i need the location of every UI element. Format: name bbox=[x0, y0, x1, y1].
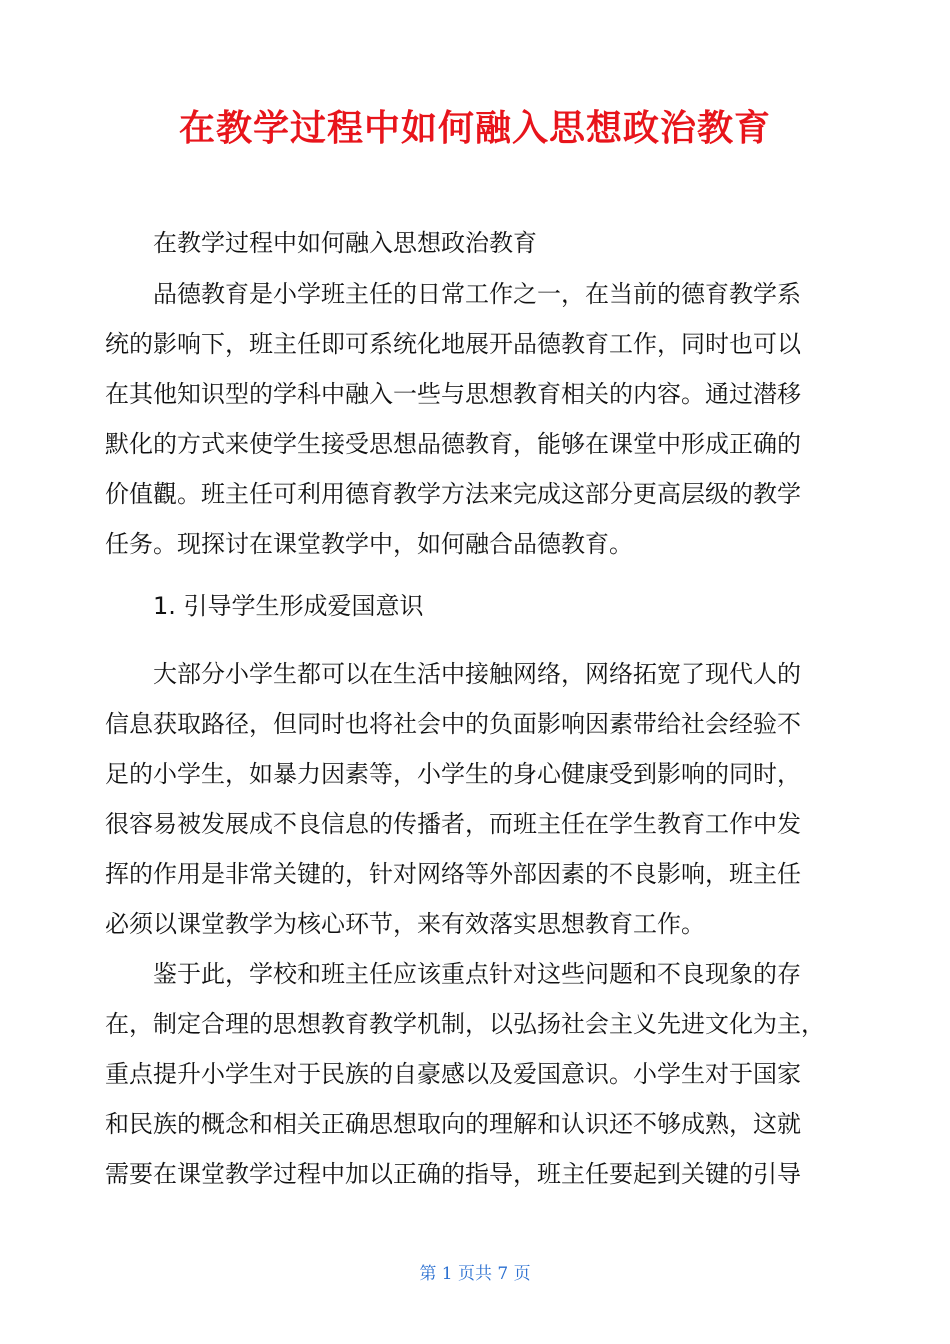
body-line: 信息获取路径，但同时也将社会中的负面影响因素带给社会经验不 bbox=[105, 710, 801, 738]
body-line: 重点提升小学生对于民族的自豪感以及爱国意识。小学生对于国家 bbox=[105, 1060, 801, 1088]
body-line: 任务。现探讨在课堂教学中，如何融合品德教育。 bbox=[105, 530, 633, 558]
body-line: 价值觀。班主任可利用德育教学方法来完成这部分更高层级的教学 bbox=[105, 480, 801, 508]
body-line: 鉴于此，学校和班主任应该重点针对这些问题和不良现象的存 bbox=[105, 960, 801, 988]
body-line: 在，制定合理的思想教育教学机制，以弘扬社会主义先进文化为主， bbox=[105, 1010, 825, 1038]
body-line: 大部分小学生都可以在生活中接触网络，网络拓宽了现代人的 bbox=[105, 660, 801, 688]
section-heading: 1. 引导学生形成爱国意识 bbox=[105, 592, 424, 620]
body-line: 必须以课堂教学为核心环节，来有效落实思想教育工作。 bbox=[105, 910, 705, 938]
document-title: 在教学过程中如何融入思想政治教育 bbox=[178, 108, 771, 149]
body-line: 足的小学生，如暴力因素等，小学生的身心健康受到影响的同时， bbox=[105, 760, 801, 788]
body-line: 很容易被发展成不良信息的传播者，而班主任在学生教育工作中发 bbox=[105, 810, 801, 838]
body-line: 在教学过程中如何融入思想政治教育 bbox=[105, 229, 537, 257]
body-line: 挥的作用是非常关键的，针对网络等外部因素的不良影响，班主任 bbox=[105, 860, 801, 888]
body-line: 和民族的概念和相关正确思想取向的理解和认识还不够成熟，这就 bbox=[105, 1110, 801, 1138]
body-line: 在其他知识型的学科中融入一些与思想教育相关的内容。通过潜移 bbox=[105, 380, 801, 408]
body-line: 品德教育是小学班主任的日常工作之一，在当前的德育教学系 bbox=[105, 280, 801, 308]
page-footer: 第 1 页共 7 页 bbox=[419, 1264, 531, 1284]
body-line: 需要在课堂教学过程中加以正确的指导，班主任要起到关键的引导 bbox=[105, 1160, 801, 1188]
body-line: 统的影响下，班主任即可系统化地展开品德教育工作，同时也可以 bbox=[105, 330, 801, 358]
body-line: 默化的方式来使学生接受思想品德教育，能够在课堂中形成正确的 bbox=[105, 430, 801, 458]
